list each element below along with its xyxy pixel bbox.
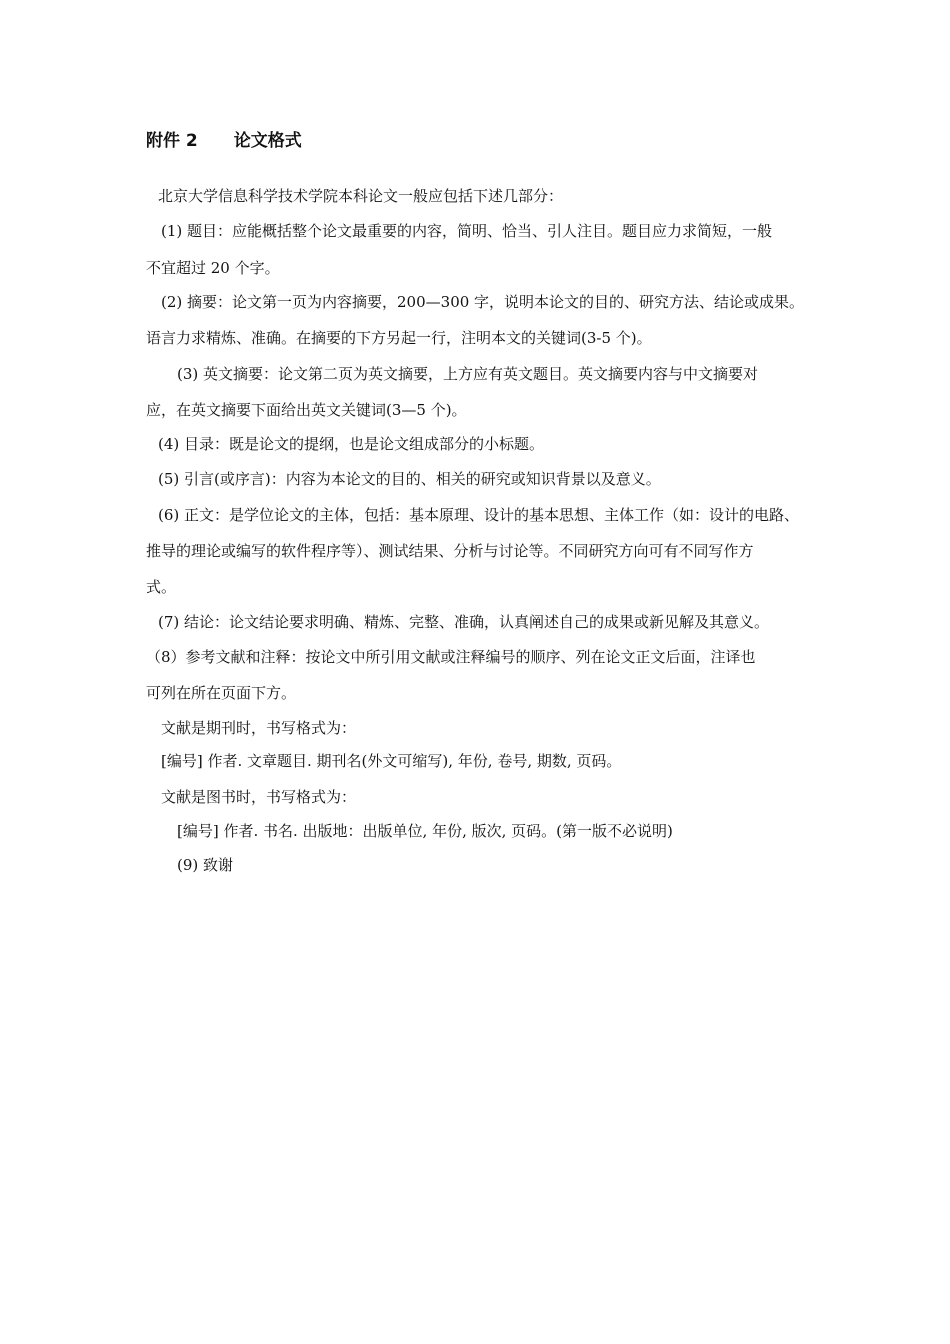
journal-intro: 文献是期刊时，书写格式为： xyxy=(161,719,357,737)
section-5-line: (5) 引言(或序言)：内容为本论文的目的、相关的研究或知识背景以及意义。 xyxy=(158,470,661,488)
section-6-line-1: (6) 正文：是学位论文的主体，包括：基本原理、设计的基本思想、主体工作（如：设计的电路、 xyxy=(158,506,800,524)
section-1-line-1: (1) 题目：应能概括整个论文最重要的内容，简明、恰当、引人注目。题目应力求简短，一般 xyxy=(161,222,773,240)
page-heading xyxy=(146,126,302,151)
journal-format: [编号] 作者. 文章题目. 期刊名(外文可缩写), 年份, 卷号, 期数, 页码。 xyxy=(161,752,622,770)
attachment-label: 附件 2 xyxy=(146,131,198,151)
section-1-line-2: 不宜超过 20 个字。 xyxy=(146,259,280,277)
book-intro: 文献是图书时，书写格式为： xyxy=(161,788,357,806)
section-2-line-2: 语言力求精炼、准确。在摘要的下方另起一行，注明本文的关键词(3-5 个)。 xyxy=(146,329,652,347)
section-6-line-2: 推导的理论或编写的软件程序等）、测试结果、分析与讨论等。不同研究方向可有不同写作方 xyxy=(146,542,754,560)
section-3-line-1: (3) 英文摘要：论文第二页为英文摘要，上方应有英文题目。英文摘要内容与中文摘要对 xyxy=(177,365,759,383)
section-6-line-3: 式。 xyxy=(146,578,177,596)
section-8-line-1: （8）参考文献和注释：按论文中所引用文献或注释编号的顺序、列在论文正文后面，注译也 xyxy=(146,648,756,666)
acknowledgement-line: (9) 致谢 xyxy=(177,856,234,874)
section-4-line: (4) 目录：既是论文的提纲，也是论文组成部分的小标题。 xyxy=(158,435,545,453)
section-2-line-1: (2) 摘要：论文第一页为内容摘要，200—300 字，说明本论文的目的、研究方法、结论或成果。 xyxy=(161,293,805,311)
section-3-line-2: 应，在英文摘要下面给出英文关键词(3—5 个)。 xyxy=(146,401,467,419)
page-title: 论文格式 xyxy=(233,131,302,151)
intro-paragraph: 北京大学信息科学技术学院本科论文一般应包括下述几部分： xyxy=(158,187,564,205)
book-format: [编号] 作者. 书名. 出版地：出版单位, 年份, 版次, 页码。(第一版不必说明) xyxy=(177,822,673,840)
section-7-line: (7) 结论：论文结论要求明确、精炼、完整、准确，认真阐述自己的成果或新见解及其意义。 xyxy=(158,613,770,631)
section-8-line-2: 可列在所在页面下方。 xyxy=(146,684,297,702)
